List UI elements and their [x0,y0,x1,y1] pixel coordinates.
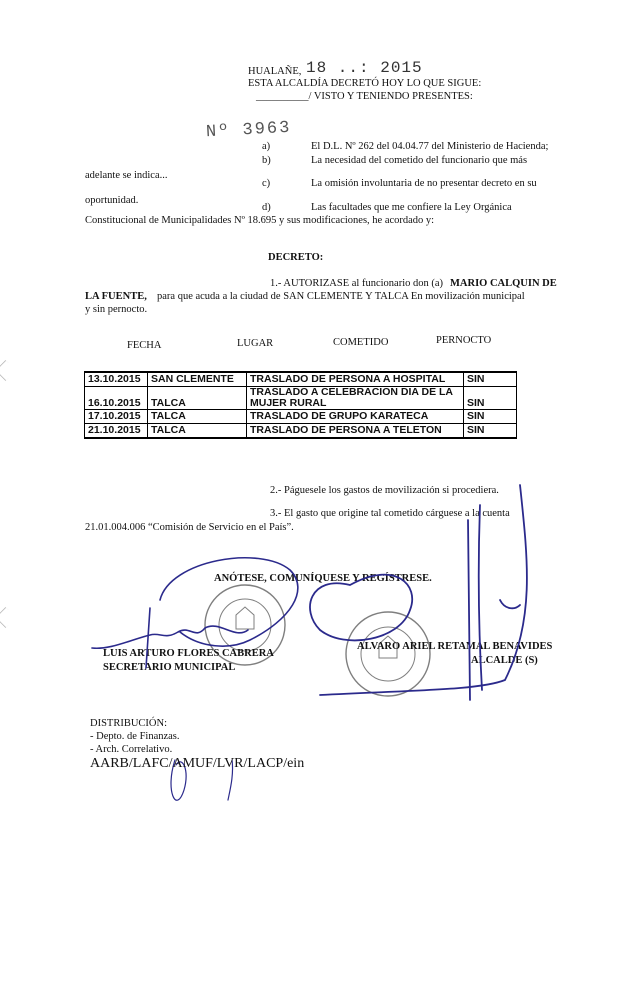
decree-number-stamp: Nº 3963 [205,118,292,143]
paragraph-2: 2.- Páguesele los gastos de movilización si procediera. [270,485,499,496]
reference-initials: AARB/LAFC/AMUF/LVR/LACP/ein [90,756,305,771]
cell-cometido: TRASLADO DE PERSONA A TELETON [247,424,464,439]
cell-cometido: TRASLADO DE GRUPO KARATECA [247,410,464,424]
cell-fecha: 17.10.2015 [85,410,148,424]
cell-fecha: 13.10.2015 [85,372,148,387]
signature-right [310,485,527,700]
cell-cometido: TRASLADO A CELEBRACION DIA DE LA MUJER RURAL [247,387,464,410]
visto-b-continuation: adelante se indica... [85,170,168,181]
visto-b-letter: b) [262,155,271,166]
cell-fecha: 21.10.2015 [85,424,148,439]
visto-d-continuation: Constitucional de Municipalidades Nº 18.695 y sus modificaciones, he acordado y: [85,215,435,226]
visto-d-text: Las facultades que me confiere la Ley Orgánica [311,202,512,213]
paragraph-3-account: 21.01.004.006 “Comisión de Servicio en el País”. [85,522,294,533]
cell-lugar: SAN CLEMENTE [148,372,247,387]
decreto-p1-start: 1.- AUTORIZASE al funcionario don (a) [270,278,444,289]
closing-formula: ANÓTESE, COMUNÍQUESE Y REGÍSTRESE. [214,573,432,584]
cell-pernocto: SIN [464,424,517,439]
decreto-p1-name: MARIO CALQUIN DE [450,278,557,289]
place-label: HUALAÑE, [248,66,302,77]
left-signatory-title: SECRETARIO MUNICIPAL [103,662,236,673]
decreto-p1-name-cont: LA FUENTE, [85,291,147,302]
date-stamp: 18 ..: 2015 [306,59,423,77]
distribution-item: - Depto. de Finanzas. [90,731,180,742]
decreto-p1-rest: para que acuda a la ciudad de SAN CLEMENTE Y TALCA En movilización municipal [157,291,525,302]
visto-a-letter: a) [262,141,271,152]
cell-lugar: TALCA [148,387,247,410]
visto-a-text: El D.L. Nº 262 del 04.04.77 del Ministerio de Hacienda; [311,141,549,152]
cell-pernocto: SIN [464,387,517,410]
cell-fecha: 16.10.2015 [85,387,148,410]
visto-c-continuation: oportunidad. [85,195,139,206]
cell-pernocto: SIN [464,372,517,387]
header-line-2: __________/ VISTO Y TENIENDO PRESENTES: [256,91,473,102]
col-header-lugar: LUGAR [237,338,274,349]
cell-lugar: TALCA [148,424,247,439]
paragraph-3: 3.- El gasto que origine tal cometido cárguese a la cuenta [270,508,510,519]
col-header-cometido: COMETIDO [333,337,389,348]
cell-pernocto: SIN [464,410,517,424]
left-signatory-name: LUIS ARTURO FLORES CABRERA [103,648,274,659]
col-header-pernocto: PERNOCTO [436,335,492,346]
cell-cometido: TRASLADO DE PERSONA A HOSPITAL [247,372,464,387]
visto-d-letter: d) [262,202,271,213]
distribution-title: DISTRIBUCIÓN: [90,718,168,729]
visto-c-text: La omisión involuntaria de no presentar decreto en su [311,178,537,189]
right-signatory-title: ALCALDE (S) [471,655,538,666]
col-header-fecha: FECHA [127,340,162,351]
decreto-title: DECRETO: [268,252,324,263]
distribution-item: - Arch. Correlativo. [90,744,173,755]
visto-b-text: La necesidad del cometido del funcionario que más [311,155,528,166]
decreto-p1-end: y sin pernocto. [85,304,148,315]
right-signatory-name: ALVARO ARIEL RETAMAL BENAVIDES [357,641,553,652]
visto-c-letter: c) [262,178,271,189]
cell-lugar: TALCA [148,410,247,424]
signature-left [92,558,298,668]
header-line-1: ESTA ALCALDÍA DECRETÓ HOY LO QUE SIGUE: [248,78,482,89]
